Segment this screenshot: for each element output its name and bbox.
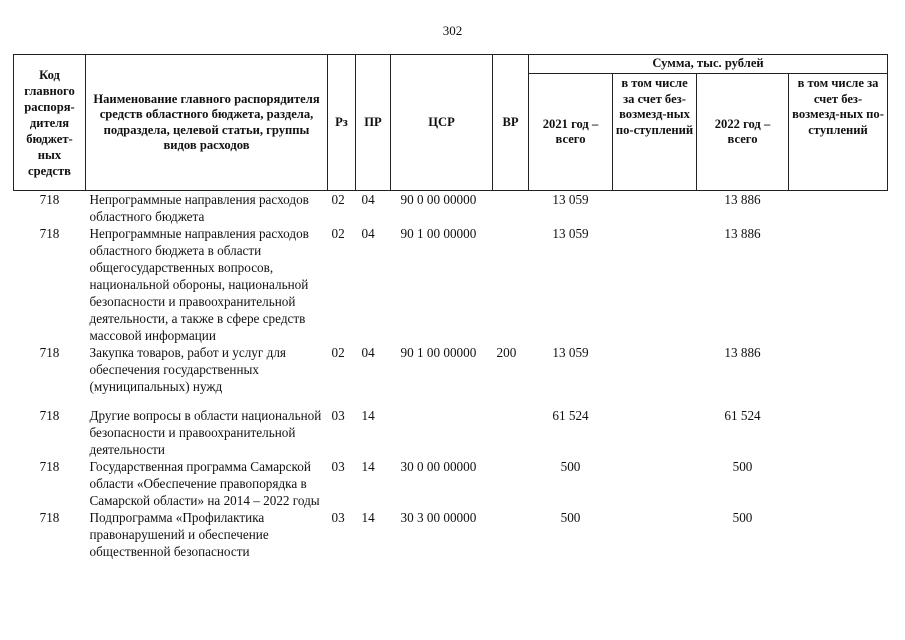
header-2021-total: 2021 год – всего	[529, 74, 613, 191]
cell-csr: 90 1 00 00000	[400, 345, 477, 360]
cell-name: Непрограммные направления расходов областного бюджета в области общегосударственных вопросов, национальной обороны, национальной безопасности и правоохранительной деятельности, а также в сфере средств массовой информации	[89, 226, 309, 343]
cell-vr	[493, 191, 529, 226]
cell-rz: 02	[331, 345, 345, 360]
cell-csr: 30 0 00 00000	[400, 459, 477, 474]
table-row	[14, 344, 888, 395]
cell-pr: 14	[361, 408, 375, 423]
cell-2021-incl	[613, 395, 697, 458]
cell-csr: 90 1 00 00000	[400, 226, 477, 241]
cell-csr: 90 0 00 00000	[400, 192, 477, 207]
cell-2021-incl	[613, 344, 697, 395]
cell-rz: 03	[331, 510, 345, 525]
cell-2021-total: 500	[560, 459, 581, 474]
header-2022-incl: в том числе за счет без-возмезд-ных по-ступлений	[789, 74, 888, 191]
cell-2022-incl	[789, 344, 888, 395]
cell-vr	[493, 509, 529, 560]
cell-csr	[391, 395, 493, 458]
cell-code: 718	[39, 459, 60, 474]
cell-pr: 14	[361, 459, 375, 474]
cell-2021-total: 500	[560, 510, 581, 525]
table-row	[14, 191, 888, 226]
header-vr: ВР	[493, 55, 529, 191]
header-2021-incl: в том числе за счет без-возмезд-ных по-ступлений	[613, 74, 697, 191]
header-pr: ПР	[356, 55, 391, 191]
cell-2022-total: 61 524	[724, 408, 761, 423]
cell-2022-total: 13 886	[724, 192, 761, 207]
page-number: 302	[442, 23, 463, 38]
cell-2021-incl	[613, 458, 697, 509]
cell-rz: 02	[331, 192, 345, 207]
cell-vr	[493, 225, 529, 344]
cell-2021-total: 13 059	[552, 192, 589, 207]
cell-2022-total: 13 886	[724, 345, 761, 360]
cell-pr: 04	[361, 345, 375, 360]
cell-code: 718	[39, 192, 60, 207]
header-csr: ЦСР	[391, 55, 493, 191]
header-rz: Рз	[328, 55, 356, 191]
cell-name: Государственная программа Самарской области «Обеспечение правопорядка в Самарской области» на 2014 – 2022 годы	[89, 459, 320, 508]
cell-vr	[493, 458, 529, 509]
cell-2021-incl	[613, 191, 697, 226]
header-code: Код главного распоря-дителя бюджет-ных средств	[14, 55, 86, 191]
cell-rz: 02	[331, 226, 345, 241]
header-sum: Сумма, тыс. рублей	[529, 55, 888, 74]
header-name: Наименование главного распорядителя средств областного бюджета, раздела, подраздела, целевой статьи, группы видов расходов	[86, 55, 328, 191]
table-row	[14, 395, 888, 458]
cell-code: 718	[39, 408, 60, 423]
cell-2022-incl	[789, 458, 888, 509]
cell-vr: 200	[496, 345, 517, 360]
table-row	[14, 509, 888, 560]
cell-2021-incl	[613, 225, 697, 344]
table-row	[14, 458, 888, 509]
cell-2021-total: 13 059	[552, 226, 589, 241]
cell-name: Непрограммные направления расходов областного бюджета	[89, 192, 309, 224]
cell-pr: 04	[361, 226, 375, 241]
table-row	[14, 225, 888, 344]
cell-rz: 03	[331, 459, 345, 474]
cell-csr: 30 3 00 00000	[400, 510, 477, 525]
cell-code: 718	[39, 226, 60, 241]
cell-name: Закупка товаров, работ и услуг для обеспечения государственных (муниципальных) нужд	[89, 345, 286, 394]
budget-table	[13, 54, 888, 560]
cell-2022-total: 500	[732, 459, 753, 474]
cell-rz: 03	[331, 408, 345, 423]
cell-2022-incl	[789, 191, 888, 226]
cell-2021-total: 13 059	[552, 345, 589, 360]
header-2022-total: 2022 год – всего	[697, 74, 789, 191]
cell-name: Подпрограмма «Профилактика правонарушений и обеспечение общественной безопасности	[89, 510, 269, 559]
cell-2021-total: 61 524	[552, 408, 589, 423]
cell-code: 718	[39, 510, 60, 525]
cell-2022-total: 13 886	[724, 226, 761, 241]
cell-vr	[493, 395, 529, 458]
cell-name: Другие вопросы в области национальной безопасности и правоохранительной деятельности	[89, 408, 322, 457]
cell-2022-incl	[789, 225, 888, 344]
cell-2022-total: 500	[732, 510, 753, 525]
cell-pr: 04	[361, 192, 375, 207]
cell-2022-incl	[789, 509, 888, 560]
cell-pr: 14	[361, 510, 375, 525]
cell-code: 718	[39, 345, 60, 360]
cell-2022-incl	[789, 395, 888, 458]
cell-2021-incl	[613, 509, 697, 560]
